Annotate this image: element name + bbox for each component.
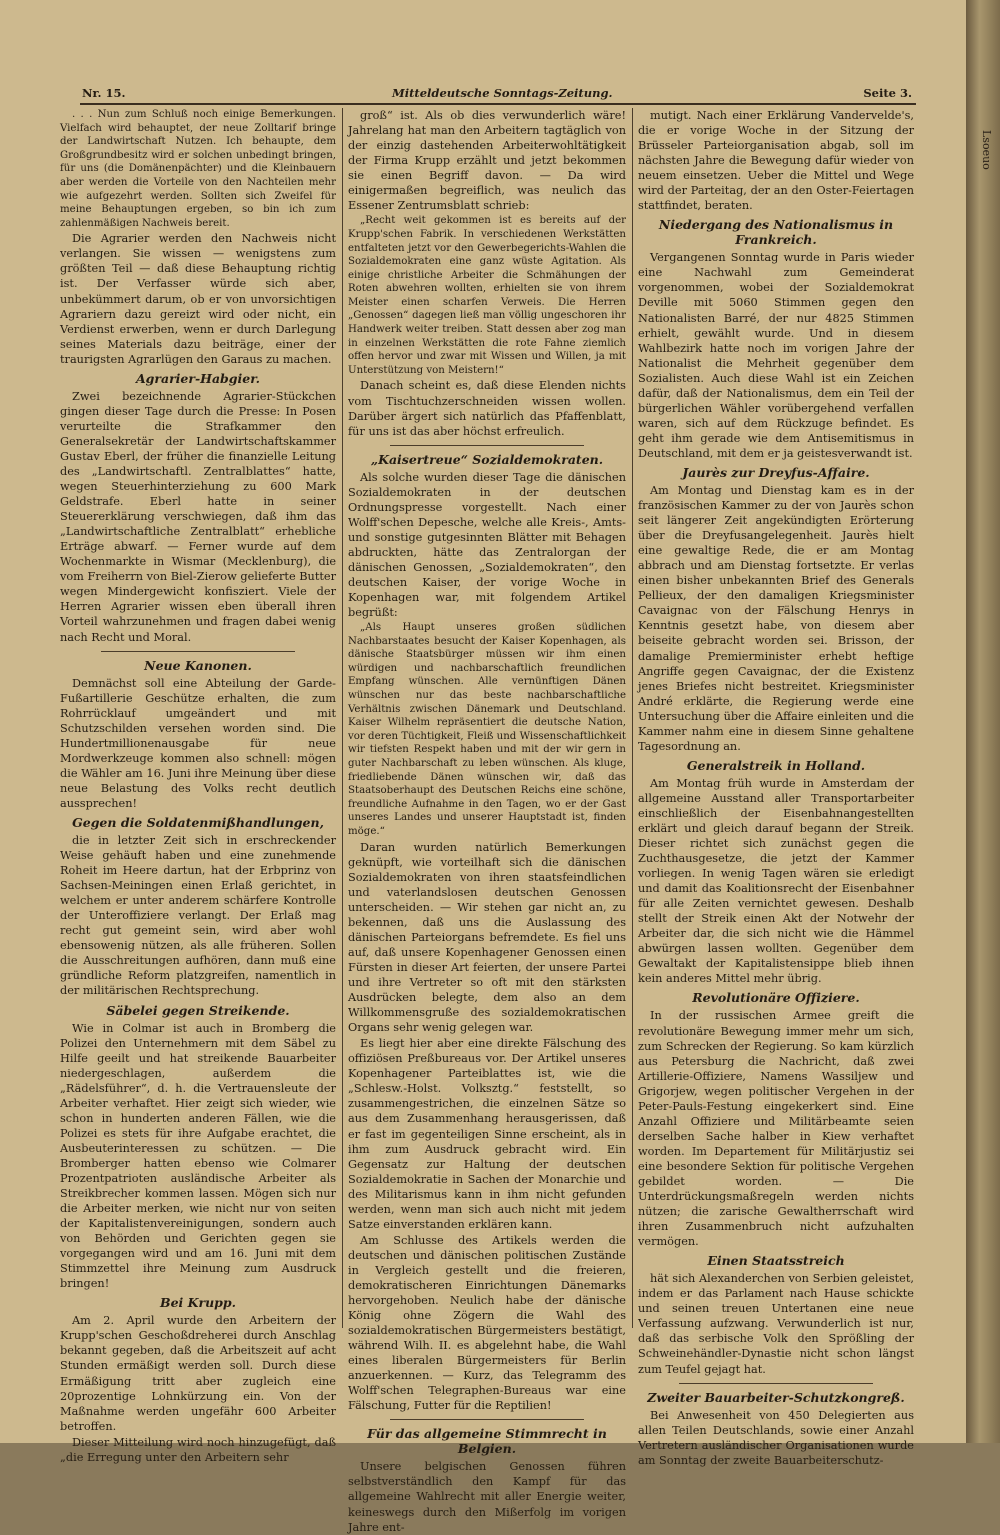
adjacent-page-text: Lsoeuo [980, 130, 993, 170]
column-divider [342, 108, 343, 1328]
article-text: Dieser Mitteilung wird noch hinzugefügt, daß „die Erregung unter den Arbeitern sehr [60, 1435, 336, 1464]
newspaper-title: Mitteldeutsche Sonntags-Zeitung. [392, 86, 613, 100]
quote-text: „Recht weit gekommen ist es bereits auf der Krupp'schen Fabrik. In verschiedenen Werkstätten entfalteten jetzt vor den Gewerbegerichts-Wahlen die Sozialdemokraten eine ganz wüste Agitation. Als einige christliche Arbeiter die Schmähungen der Roten abwehren wollten, erhielten sie von ihrem Meister einen scharfen Verweis. Die Herren „Genossen“ dagegen ließ man völlig ungeschoren ihr Handwerk weiter treiben. Statt dessen aber zog man in einzelnen Werkstätten die rote Fahne ziemlich offen hervor und zwar mit Wissen und Willen, ja mit Unterstützung von Meistern!“ [348, 215, 626, 376]
article-text: Bei Anwesenheit von 450 Delegierten aus allen Teilen Deutschlands, sowie einer Anzahl Vertretern ausländischer Organisationen wurde am Sonntag der zweite Bauarbeiterschutz- [638, 1408, 914, 1467]
adjacent-page-edge [966, 0, 1000, 1443]
article-text: Wie in Colmar ist auch in Bromberg die Polizei den Unternehmern mit dem Säbel zu Hilfe geeilt und hat streikende Bauarbeiter niedergeschlagen, außerdem die „Rädelsführer“, d. h. die Vertrauensleute der Arbeiter verhaftet. Hier zeigt sich wieder, wie schon in hunderten anderen Fällen, wie die Polizei es stets für ihre Aufgabe erachtet, die Ausbeuterinteressen zu schützen. — Die Bromberger hatten ebenso wie Colmarer Prozentpatrioten ausländische Arbeiter als Streikbrecher kommen lassen. Mögen sich nur die Arbeiter merken, wie nicht nur von seiten der Kapitalistenvereinigungen, sondern auch von Behörden und Gerichten gegen sie vorgegangen wird und am 16. Juni mit dem Stimmzettel ihre Meinung zum Ausdruck bringen! [60, 1021, 336, 1291]
article-heading: Agrarier-Habgier. [135, 370, 261, 386]
article-text: Am Schlusse des Artikels werden die deutschen und dänischen politischen Zustände in Vergleich gestellt und die freieren, demokratischeren Einrichtungen Dänemarks hervorgehoben. Neulich habe der dänische König ohne Zögern die Wahl des sozialdemokratischen Bürgermeisters bestätigt, während Wilh. II. es abgelehnt habe, die Wahl eines liberalen Bürgermeisters für Berlin anzuerkennen. — Kurz, das Telegramm des Wolff'schen Telegraphen-Bureaus war eine Fälschung, Futter für die Reptilien! [348, 1233, 626, 1413]
article-heading: Jaurès zur Dreyfus-Affaire. [682, 464, 870, 480]
divider [679, 1383, 872, 1384]
page-number: Seite 3. [863, 86, 912, 100]
divider [390, 1419, 585, 1420]
page-header [82, 86, 912, 102]
article-heading: „Kaisertreue“ Sozialdemokraten. [370, 451, 604, 467]
issue-number: Nr. 15. [82, 86, 126, 100]
article-text: Daran wurden natürlich Bemerkungen geknüpft, wie vorteilhaft sich die dänischen Sozialdemokraten von ihren staatsfeindlichen und vaterlandslosen deutschen Genossen unterscheiden. — Wir stehen gar nicht an, zu bekennen, daß uns die Auslassung des dänischen Parteiorgans befremdete. Es fiel uns auf, daß unsere Kopenhagener Genossen einen Fürsten in dieser Art feierten, der unsere Partei und ihre Vertreter so oft mit den stärksten Ausdrücken belegte, dem also an dem Willkommensgruße des sozialdemokratischen Organs sehr wenig gelegen war. [348, 840, 626, 1035]
article-heading: Bei Krupp. [160, 1295, 236, 1311]
article-text: Zwei bezeichnende Agrarier-Stückchen gingen dieser Tage durch die Presse: In Posen verurteilte die Strafkammer den Generalsekretär der Landwirtschaftskammer Gustav Eberl, der früher die finanzielle Leitung des „Landwirtschaftl. Zentralblattes“ hatte, wegen Steuerhinterziehung zu 600 Mark Geldstrafe. Eberl hatte in seiner Steuererklärung verschwiegen, daß ihm das „Landwirtschaftliche Zentralblatt“ erhebliche Erträge abwarf. — Ferner wurde auf dem Wochenmarkte in Wismar (Mecklenburg), die vom Freiherrn von Biel-Zierow gelieferte Butter wegen Mindergewicht konfisziert. Viele der Herren Agrarier wissen eben überall ihren Vorteil wahrzunehmen und fragen dabei wenig nach Recht und Moral. [60, 389, 336, 644]
article-text: Die Agrarier werden den Nachweis nicht verlangen. Sie wissen — wenigstens zum größten Teil — daß diese Behauptung richtig ist. Der Verfasser würde sich aber, unbekümmert darum, ob er von unvorsichtigen Agrariern dazu gereizt wird oder nicht, ein Verdienst erwerben, wenn er durch Darlegung seines Materials dazu beiträge, einer der traurigsten Agrarlügen den Garaus zu machen. [60, 232, 336, 366]
article-heading: Einen Staatsstreich [707, 1253, 845, 1269]
article-text: die in letzter Zeit sich in erschreckender Weise gehäuft haben und eine zunehmende Roheit im Heere dartun, hat der Erbprinz von Sachsen-Meiningen einen Erlaß gerichtet, in welchem er unter anderem schärfere Kontrolle der Unteroffiziere verlangt. Der Erlaß mag recht gut gemeint sein, wird aber wohl ebensowenig nützen, als alle früheren. Sollen die Ausschreitungen aufhören, dann muß eine gründliche Reform platzgreifen, namentlich in der militärischen Rechtsprechung. [60, 833, 336, 998]
article-heading: Für das allgemeine Stimmrecht in Belgien. [367, 1426, 607, 1457]
article-heading: Neue Kanonen. [144, 657, 252, 673]
column-divider [632, 108, 633, 1328]
article-text: Danach scheint es, daß diese Elenden nichts vom Tischtuchzerschneiden wissen wollen. Darüber ärgert sich natürlich das Pfaffenblatt, für uns ist das aber höchst erfreulich. [348, 379, 626, 438]
header-rule [80, 103, 916, 105]
article-text: groß“ ist. Als ob dies verwunderlich wäre! Jahrelang hat man den Arbeitern tagtäglich von der einzig dastehenden Arbeiterwohltätigkeit der Firma Krupp erzählt und jetzt bekommen sie einen Begriff davon. — Da wird einigermaßen begreiflich, was neulich das Essener Zentrumsblatt schrieb: [348, 109, 626, 213]
divider [101, 651, 294, 652]
article-text: hät sich Alexanderchen von Serbien geleistet, indem er das Parlament nach Hause schickte und seinen treuen Untertanen eine neue Verfassung aufzwang. Verwunderlich ist nur, daß das serbische Volk den Sprößling der Schweinehändler-Dynastie nicht schon längst zum Teufel gejagt hat. [638, 1272, 914, 1376]
quote-text: „Als Haupt unseres großen südlichen Nachbarstaates besucht der Kaiser Kopenhagen, als dänische Staatsbürger müssen wir ihm einen würdigen und nachbarschaftlich freundlichen Empfang wünschen. Alle vernünftigen Dänen wünschen nur das beste nachbarschaftliche Verhältnis zwischen Dänemark und Deutschland. Kaiser Wilhelm repräsentiert die deutsche Nation, vor deren Tüchtigkeit, Fleiß und Wissenschaftlichkeit wir tiefsten Respekt haben und mit der wir gern in guter Nachbarschaft zu leben wünschen. Als kluge, friedliebende Dänen wünschen wir, daß das Staatsoberhaupt des Deutschen Reichs eine schöne, freundliche Aufnahme in den Tagen, wo er der Gast unseres Landes und unserer Hauptstadt ist, finden möge.“ [348, 622, 626, 838]
article-text: In der russischen Armee greift die revolutionäre Bewegung immer mehr um sich, zum Schrecken der Regierung. So kam kürzlich aus Petersburg die Nachricht, daß zwei Artillerie-Offiziere, Namens Wassiljew und Grigorjew, wegen politischer Vergehen in der Peter-Pauls-Festung eingekerkert sind. Eine Anzahl Offiziere und Militärbeamte seien derselben Sache halber in Kiew verhaftet worden. Im Departement für Militärjustiz sei eine besondere Sektion für politische Vergehen gebildet worden. — Die Unterdrückungsmaßregeln werden nichts nützen; die zarische Gewaltherrschaft wird ihren Zusammenbruch nicht aufzuhalten vermögen. [638, 1009, 914, 1249]
article-text: mutigt. Nach einer Erklärung Vandervelde's, die er vorige Woche in der Sitzung der Brüsseler Parteiorganisation abgab, soll im nächsten Jahre die Bewegung dafür wieder von neuem einsetzen. Ueber die Mittel und Wege wird der Parteitag, der an den Oster-Feiertagen stattfindet, beraten. [638, 109, 914, 213]
article-text: Am Montag früh wurde in Amsterdam der allgemeine Ausstand aller Transportarbeiter einschließlich der Eisenbahnangestellten erklärt und gleich darauf begann der Streik. Dieser richtet sich zunächst gegen die Zuchthausgesetze, die jetzt der Kammer vorliegen. In wenig Tagen wären sie erledigt und damit das Koalitionsrecht der Eisenbahner für alle Zeiten vernichtet gewesen. Deshalb stellt der Streik einen Akt der Notwehr der Arbeiter dar, die sich nicht wie die Hämmel abwürgen lassen wollten. Gegenüber dem Gewaltakt der Kapitalistensippe blieb ihnen kein anderes Mittel mehr übrig. [638, 776, 914, 986]
article-text: . . . Nun zum Schluß noch einige Bemerkungen. Vielfach wird behauptet, der neue Zolltarif bringe der Landwirtschaft Nutzen. Ich behaupte, dem Großgrundbesitz wird er solchen unbedingt bringen, für uns (die Domänenpächter) und die Kleinbauern aber werden die Vorteile von den Nachteilen mehr wie aufgezehrt werden. Sollten sich Zweifel für meine Behauptungen ergeben, so bin ich zum zahlenmäßigen Nachweis bereit. [60, 109, 336, 229]
article-text: Es liegt hier aber eine direkte Fälschung des offiziösen Preßbureaus vor. Der Artikel unseres Kopenhagener Parteiblattes ist, wie die „Schlesw.-Holst. Volksztg.“ feststellt, so zusammengestrichen, die einzelnen Sätze so aus dem Zusammenhang herausgerissen, daß er fast im gegenteiligen Sinne erscheint, als in ihm zum Ausdruck gebracht wird. Ein Gegensatz zur Haltung der deutschen Sozialdemokratie in Sachen der Monarchie und des Militarismus kann in ihm nicht gefunden werden, wenn man sich auch nicht mit jedem Satze einverstanden erklären kann. [348, 1037, 626, 1231]
article-text: Demnächst soll eine Abteilung der Garde-Fußartillerie Geschütze erhalten, die zum Rohrrücklauf umgeändert und mit Schutzschilden versehen worden sind. Die Hundertmillionenausgabe für neue Mordwerkzeuge kommen also schnell: mögen die Wähler am 16. Juni ihre Meinung über diese neue Belastung des Volks recht deutlich aussprechen! [60, 676, 336, 810]
column-3 [638, 108, 914, 1467]
article-heading: Zweiter Bauarbeiter-Schutzkongreß. [647, 1389, 905, 1405]
article-heading: Generalstreik in Holland. [686, 757, 866, 773]
article-text: Als solche wurden dieser Tage die dänischen Sozialdemokraten in der deutschen Ordnungspresse vorgestellt. Nach einer Wolff'schen Depesche, welche alle Kreis-, Amts- und sonstige gutgesinnten Blätter mit Behagen abdruckten, hätte das Zentralorgan der dänischen Genossen, „Sozialdemokraten“, den deutschen Kaiser, der vorige Woche in Kopenhagen war, mit folgendem Artikel begrüßt: [348, 470, 626, 620]
column-1 [60, 108, 336, 1464]
divider [390, 445, 585, 446]
article-heading: Säbelei gegen Streikende. [106, 1002, 290, 1018]
column-2 [348, 108, 626, 1534]
article-text: Unsere belgischen Genossen führen selbstverständlich den Kampf für das allgemeine Wahlrecht mit aller Energie weiter, keineswegs durch den Mißerfolg im vorigen Jahre ent- [348, 1460, 626, 1534]
article-heading: Niedergang des Nationalismus in Frankreich. [658, 217, 894, 248]
article-heading: Gegen die Soldatenmißhandlungen, [72, 814, 324, 830]
article-text: Am 2. April wurde den Arbeitern der Krupp'schen Geschoßdreherei durch Anschlag bekannt gegeben, daß die Arbeitszeit auf acht Stunden ermäßigt werden soll. Durch diese Ermäßigung tritt aber zugleich eine 20prozentige Lohnkürzung ein. Von der Maßnahme werden ungefähr 600 Arbeiter betroffen. [60, 1314, 336, 1433]
article-text: Vergangenen Sonntag wurde in Paris wieder eine Nachwahl zum Gemeinderat vorgenommen, wobei der Sozialdemokrat Deville mit 5060 Stimmen gegen den Nationalisten Barré, der nur 4825 Stimmen erhielt, gewählt wurde. Und in diesem Wahlbezirk hatte noch im vorigen Jahre der Nationalist die Mehrheit gegenüber dem Sozialisten. Auch diese Wahl ist ein Zeichen dafür, daß der Nationalismus, dem ein Teil der bürgerlichen Wähler vorübergehend verfallen waren, sich auf dem Rückzuge befindet. Es geht ihm gerade wie dem Antisemitismus in Deutschland, mit dem er ja geistesverwandt ist. [638, 251, 914, 460]
article-text: Am Montag und Dienstag kam es in der französischen Kammer zu der von Jaurès schon seit längerer Zeit angekündigten Erörterung über die Dreyfusangelegenheit. Jaurès hielt eine gewaltige Rede, die er am Montag abbrach und am Dienstag fortsetzte. Er verlas einen bisher unbekannten Brief des Generals Pellieux, der den damaligen Kriegsminister Cavaignac von der Fälschung Henrys in Kenntnis gesetzt habe, von diesem aber beiseite gebracht worden sei. Brisson, der damalige Premierminister erhebt heftige Angriffe gegen Cavaignac, der die Existenz jenes Briefes nicht bestreitet. Kriegsminister André erklärte, die Regierung werde eine Untersuchung über die Affaire einleiten und die Kammer nahm eine in diesem Sinne gehaltene Tagesordnung an. [638, 483, 914, 753]
article-heading: Revolutionäre Offiziere. [692, 990, 860, 1006]
